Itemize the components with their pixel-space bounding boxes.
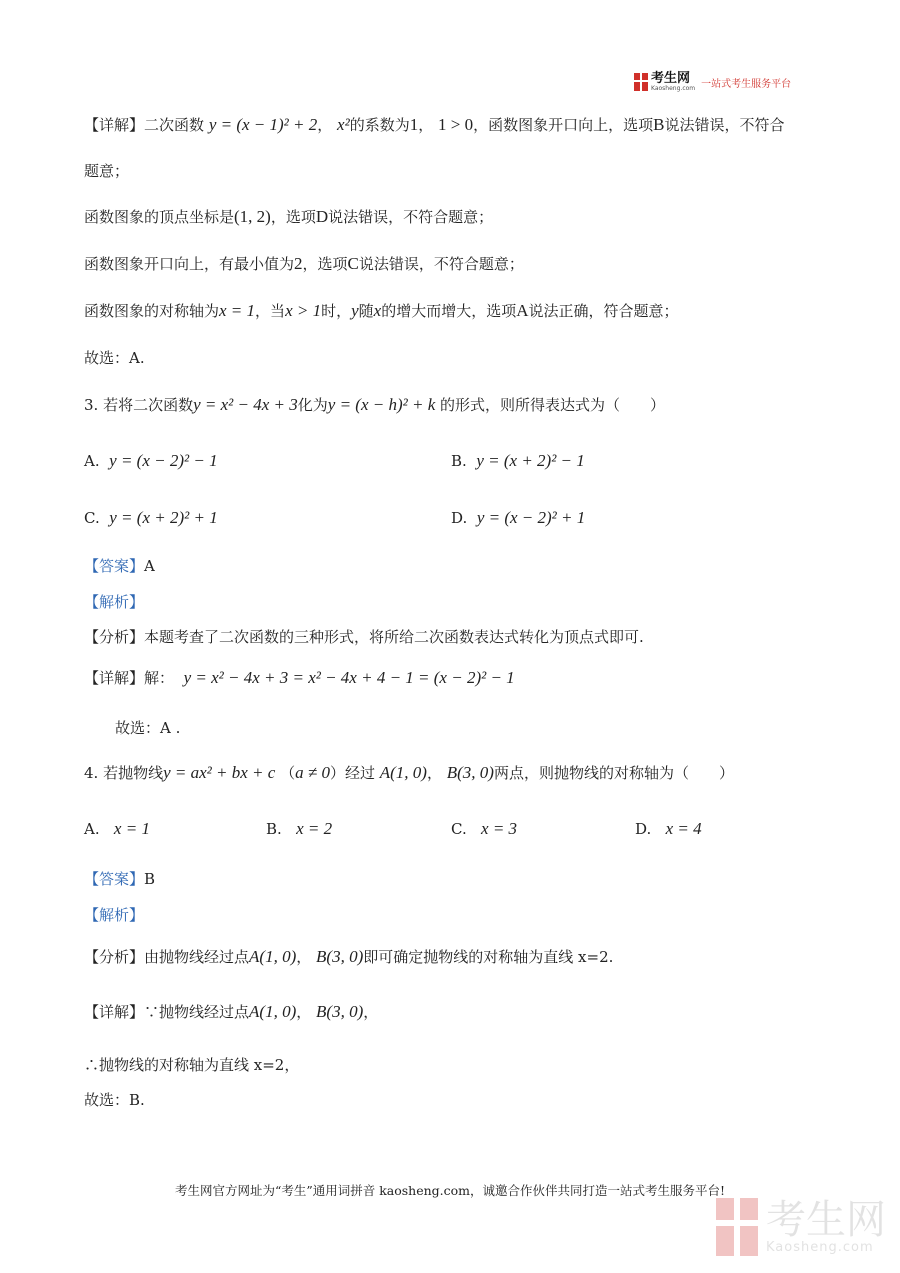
watermark-domain: Kaosheng.com bbox=[766, 1240, 874, 1255]
math-formula: y = x² − 4x + 3 = x² − 4x + 4 − 1 = (x − 2)² − 1 bbox=[183, 668, 515, 687]
math-formula: y = ax² + bx + c bbox=[163, 763, 276, 782]
q4-option-b: B. x = 2 bbox=[266, 819, 333, 838]
q4-therefore: ∴抛物线的对称轴为直线 x=2， bbox=[84, 1056, 300, 1074]
q3-option-a: A. y = (x − 2)² − 1 bbox=[84, 451, 218, 470]
question-3-stem: 3. 若将二次函数y = x² − 4x + 3化为y = (x − h)² + k 的形式，则所得表达式为（ ） bbox=[84, 395, 666, 414]
q3-answer: 【答案】A bbox=[84, 557, 155, 575]
question-4-stem: 4. 若抛物线y = ax² + bx + c （a ≠ 0）经过 A(1, 0)， B(3, 0)两点，则抛物线的对称轴为（ ） bbox=[84, 763, 734, 782]
q3-choose: 故选：A . bbox=[115, 719, 181, 737]
footer-text: 考生网官方网址为“考生”通用词拼音 kaosheng.com，诚邀合作伙伴共同打造一站式考生服务平台! bbox=[174, 1183, 726, 1198]
q4-option-c: C. x = 3 bbox=[451, 819, 518, 838]
q4-option-a: A. x = 1 bbox=[84, 819, 150, 838]
math-formula: y = (x − h)² + k bbox=[327, 395, 436, 414]
detail-line-1-wrap: 题意； bbox=[84, 162, 130, 180]
detail-line-1: 【详解】二次函数 y = (x − 1)² + 2， x²的系数为1， 1 > 0，函数图象开口向上，选项B说法错误，不符合 bbox=[84, 115, 785, 134]
q4-analysis: 【分析】由抛物线经过点A(1, 0)， B(3, 0)即可确定抛物线的对称轴为直线 x=2. bbox=[84, 947, 614, 966]
detail-tag: 【详解】 bbox=[84, 116, 145, 134]
watermark-icon bbox=[716, 1198, 758, 1256]
q3-option-d: D. y = (x − 2)² + 1 bbox=[451, 508, 586, 527]
header-brand: 考生网 bbox=[651, 70, 691, 86]
answer-tag: 【答案】 bbox=[84, 870, 145, 888]
watermark-brand: 考生网 bbox=[766, 1197, 886, 1243]
math-formula: x = 1 bbox=[219, 301, 256, 320]
q3-detail: 【详解】解： y = x² − 4x + 3 = x² − 4x + 4 − 1 = (x − 2)² − 1 bbox=[84, 668, 515, 687]
answer-tag: 【答案】 bbox=[84, 557, 145, 575]
kaosheng-logo-icon bbox=[634, 73, 648, 91]
math-formula: y = (x − 1)² + 2 bbox=[208, 115, 318, 134]
q4-detail: 【详解】∵抛物线经过点A(1, 0)， B(3, 0)， bbox=[84, 1002, 379, 1021]
math-formula: (1, 2) bbox=[234, 207, 271, 226]
detail-line-4: 函数图象的对称轴为x = 1，当x > 1时，y随x的增大而增大，选项A说法正确，符合题意； bbox=[84, 301, 679, 320]
math-formula: x² bbox=[337, 115, 350, 134]
q3-option-b: B. y = (x + 2)² − 1 bbox=[451, 451, 585, 470]
q3-option-c: C. y = (x + 2)² + 1 bbox=[84, 508, 218, 527]
choose-line-q2: 故选：A. bbox=[84, 349, 145, 367]
watermark-logo bbox=[716, 1198, 886, 1256]
q4-option-d: D. x = 4 bbox=[635, 819, 702, 838]
math-formula: 1 > 0 bbox=[438, 115, 474, 134]
math-formula: x > 1 bbox=[285, 301, 322, 320]
detail-line-2: 函数图象的顶点坐标是(1, 2)，选项D说法错误，不符合题意； bbox=[84, 207, 494, 226]
header-logo bbox=[634, 70, 791, 94]
header-domain: Kaosheng.com bbox=[651, 84, 696, 92]
math-formula: y = x² − 4x + 3 bbox=[193, 395, 298, 414]
q4-jiexi-tag: 【解析】 bbox=[84, 906, 145, 924]
q4-choose: 故选：B. bbox=[84, 1091, 145, 1109]
header-slogan: 一站式考生服务平台 bbox=[701, 78, 792, 90]
q3-analysis: 【分析】本题考查了二次函数的三种形式，将所给二次函数表达式转化为顶点式即可. bbox=[84, 628, 644, 646]
q3-jiexi-tag: 【解析】 bbox=[84, 593, 145, 611]
detail-line-3: 函数图象开口向上，有最小值为2，选项C说法错误，不符合题意； bbox=[84, 254, 524, 273]
q4-answer: 【答案】B bbox=[84, 870, 156, 888]
